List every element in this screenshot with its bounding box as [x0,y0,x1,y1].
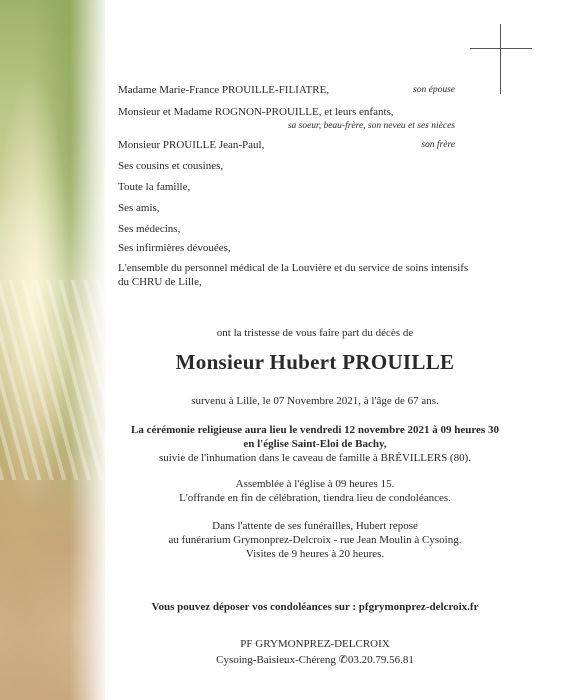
repose-line: Visites de 9 heures à 20 heures. [245,548,385,560]
staff-line: L'ensemble du personnel médical de la Louvière et du service de soins intensifs [118,262,469,274]
family-name: Ses cousins et cousines, [118,160,224,172]
family-name: Ses médecins, [118,223,181,235]
ceremony-line: La cérémonie religieuse aura lieu le vendredi 12 novembre 2021 à 09 heures 30 [131,424,499,436]
family-name: Ses amis, [118,202,160,214]
family-name: Madame Marie-France PROUILLE-FILIATRE, [118,84,330,96]
family-name: Monsieur et Madame ROGNON-PROUILLE, et leurs enfants, [118,106,394,118]
cross-icon [470,24,532,94]
assembly-line: L'offrande en fin de célébration, tiendra lieu de condoléances. [179,492,451,504]
family-name: Ses infirmières dévouées, [118,242,231,254]
repose-line: au funérarium Grymonprez-Delcroix - rue Jean Moulin à Cysoing. [168,534,462,546]
family-relation: son frère [421,140,455,150]
family-relation: sa soeur, beau-frère, son neveu et ses nièces [287,121,455,131]
family-name: Monsieur PROUILLE Jean-Paul, [118,139,265,151]
family-name: Toute la famille, [118,181,191,193]
footer-contact: Cysoing-Baisieux-Chéreng ✆03.20.79.56.81 [216,654,414,666]
footer-company: PF GRYMONPREZ-DELCROIX [240,638,390,650]
repose-line: Dans l'attente de ses funérailles, Hubert repose [212,520,418,532]
family-relation: son épouse [413,85,455,95]
photo-fade [70,0,110,700]
ceremony-line: en l'église Saint-Eloi de Bachy, [243,438,387,450]
ceremony-line: suivie de l'inhumation dans le caveau de famille à BRÉVILLERS (80). [158,452,472,464]
announce-text: ont la tristesse de vous faire part du décès de [216,327,414,339]
staff-line: du CHRU de Lille, [118,276,202,288]
condolences-text: Vous pouvez déposer vos condoléances sur : pfgrymonprez-delcroix.fr [151,601,479,613]
assembly-line: Assemblée à l'église à 09 heures 15. [235,478,395,490]
death-info: survenu à Lille, le 07 Novembre 2021, à l'âge de 67 ans. [191,395,439,407]
deceased-name: Monsieur Hubert PROUILLE [175,350,455,374]
